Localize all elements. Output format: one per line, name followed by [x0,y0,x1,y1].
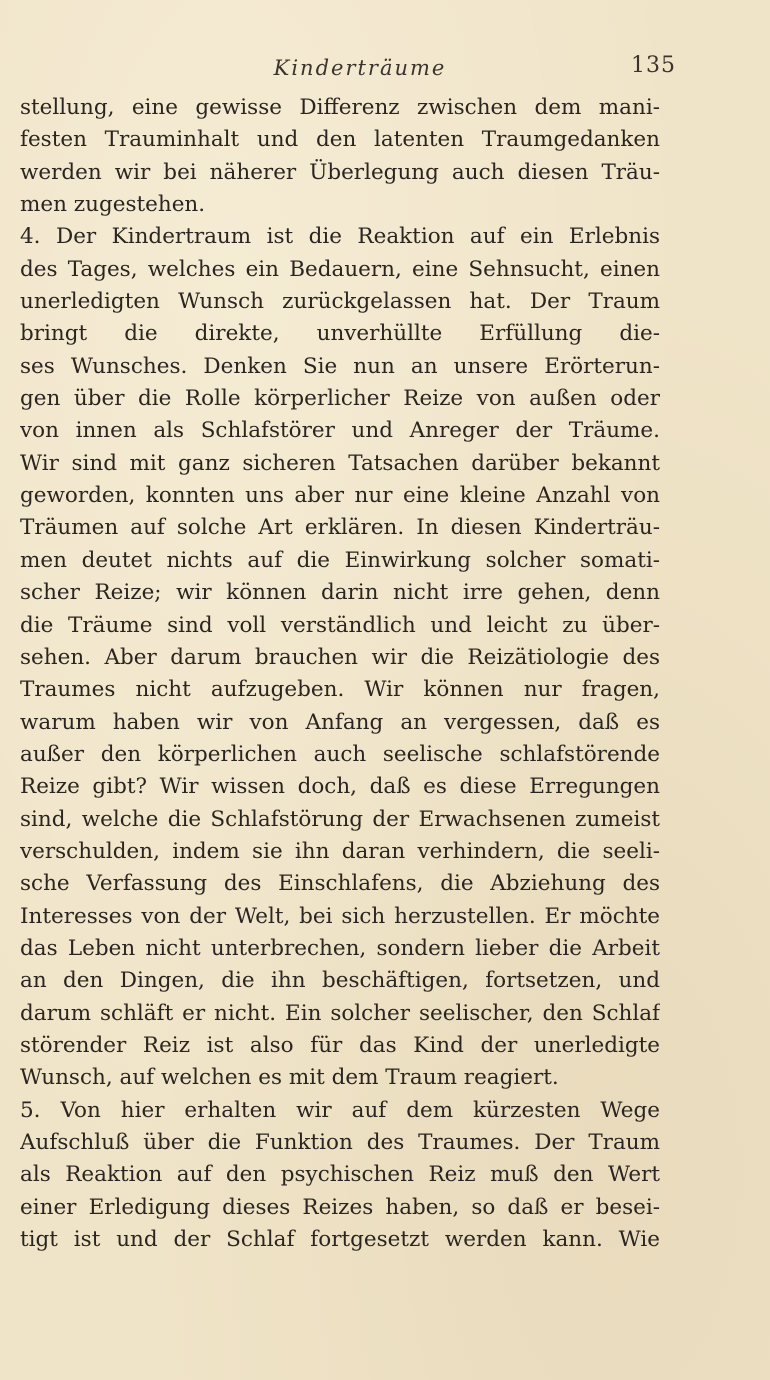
text-line: stellung, eine gewisse Differenz zwischen dem mani- [20,95,660,120]
text-line: men zugestehen. [20,192,206,218]
text-line: störender Reiz ist also für das Kind der unerledigte [20,1032,660,1058]
text-line: sehen. Aber darum brauchen wir die Reizätiologie des [20,644,660,670]
text-line: als Reaktion auf den psychischen Reiz muß den Wert [20,1162,660,1188]
text-line: scher Reize; wir können darin nicht irre gehen, denn [20,580,660,606]
text-line: Traumes nicht aufzugeben. Wir können nur fragen, [20,677,660,703]
text-line: tigt ist und der Schlaf fortgesetzt werden kann. Wie [20,1227,660,1253]
text-line: 5. Von hier erhalten wir auf dem kürzesten Wege [20,1097,660,1123]
text-line: Reize gibt? Wir wissen doch, daß es diese Erregungen [20,774,660,800]
text-line: sind, welche die Schlafstörung der Erwachsenen zumeist [20,806,660,832]
text-line: Wunsch, auf welchen es mit dem Traum reagiert. [20,1065,559,1091]
text-line: darum schläft er nicht. Ein solcher seelischer, den Schlaf [20,1000,660,1026]
text-line: 4. Der Kindertraum ist die Reaktion auf ein Erlebnis [20,224,660,250]
text-line: geworden, konnten uns aber nur eine kleine Anzahl von [20,483,660,509]
text-line: ses Wunsches. Denken Sie nun an unsere Erörterun- [20,353,660,379]
text-line: Interesses von der Welt, bei sich herzustellen. Er möchte [20,903,660,929]
page-number: 135 [631,53,676,78]
text-line: die Träume sind voll verständlich und leicht zu über- [20,612,660,638]
text-line: des Tages, welches ein Bedauern, eine Sehnsucht, einen [20,256,660,282]
text-line: Träumen auf solche Art erklären. In diesen Kinderträu- [20,515,660,541]
text-line: Aufschluß über die Funktion des Traumes. Der Traum [20,1130,660,1155]
text-line: an den Dingen, die ihn beschäftigen, fortsetzen, und [20,968,660,994]
text-line: men deutet nichts auf die Einwirkung solcher somati- [20,547,660,573]
text-line: unerledigten Wunsch zurückgelassen hat. Der Traum [20,289,660,315]
text-line: das Leben nicht unterbrechen, sondern lieber die Arbeit [20,935,660,961]
text-line: Wir sind mit ganz sicheren Tatsachen darüber bekannt [20,450,660,476]
text-line: verschulden, indem sie ihn daran verhindern, die seeli- [20,838,660,864]
text-line: sche Verfassung des Einschlafens, die Abziehung des [20,871,660,897]
text-line: werden wir bei näherer Überlegung auch diesen Träu- [20,159,660,185]
text-line: warum haben wir von Anfang an vergessen, daß es [20,709,660,735]
body-text [20,92,660,1256]
running-head [20,53,676,86]
text-line: gen über die Rolle körperlicher Reize von außen oder [20,386,660,412]
text-line: außer den körperlichen auch seelische schlafstörende [20,741,660,767]
text-line: von innen als Schlafstörer und Anreger der Träume. [20,418,660,444]
text-line: einer Erledigung dieses Reizes haben, so daß er besei- [20,1194,660,1220]
running-title: Kinderträume [273,56,447,80]
text-line: bringt die direkte, unverhüllte Erfüllung die- [20,321,660,347]
text-line: festen Trauminhalt und den latenten Traumgedanken [20,127,660,153]
